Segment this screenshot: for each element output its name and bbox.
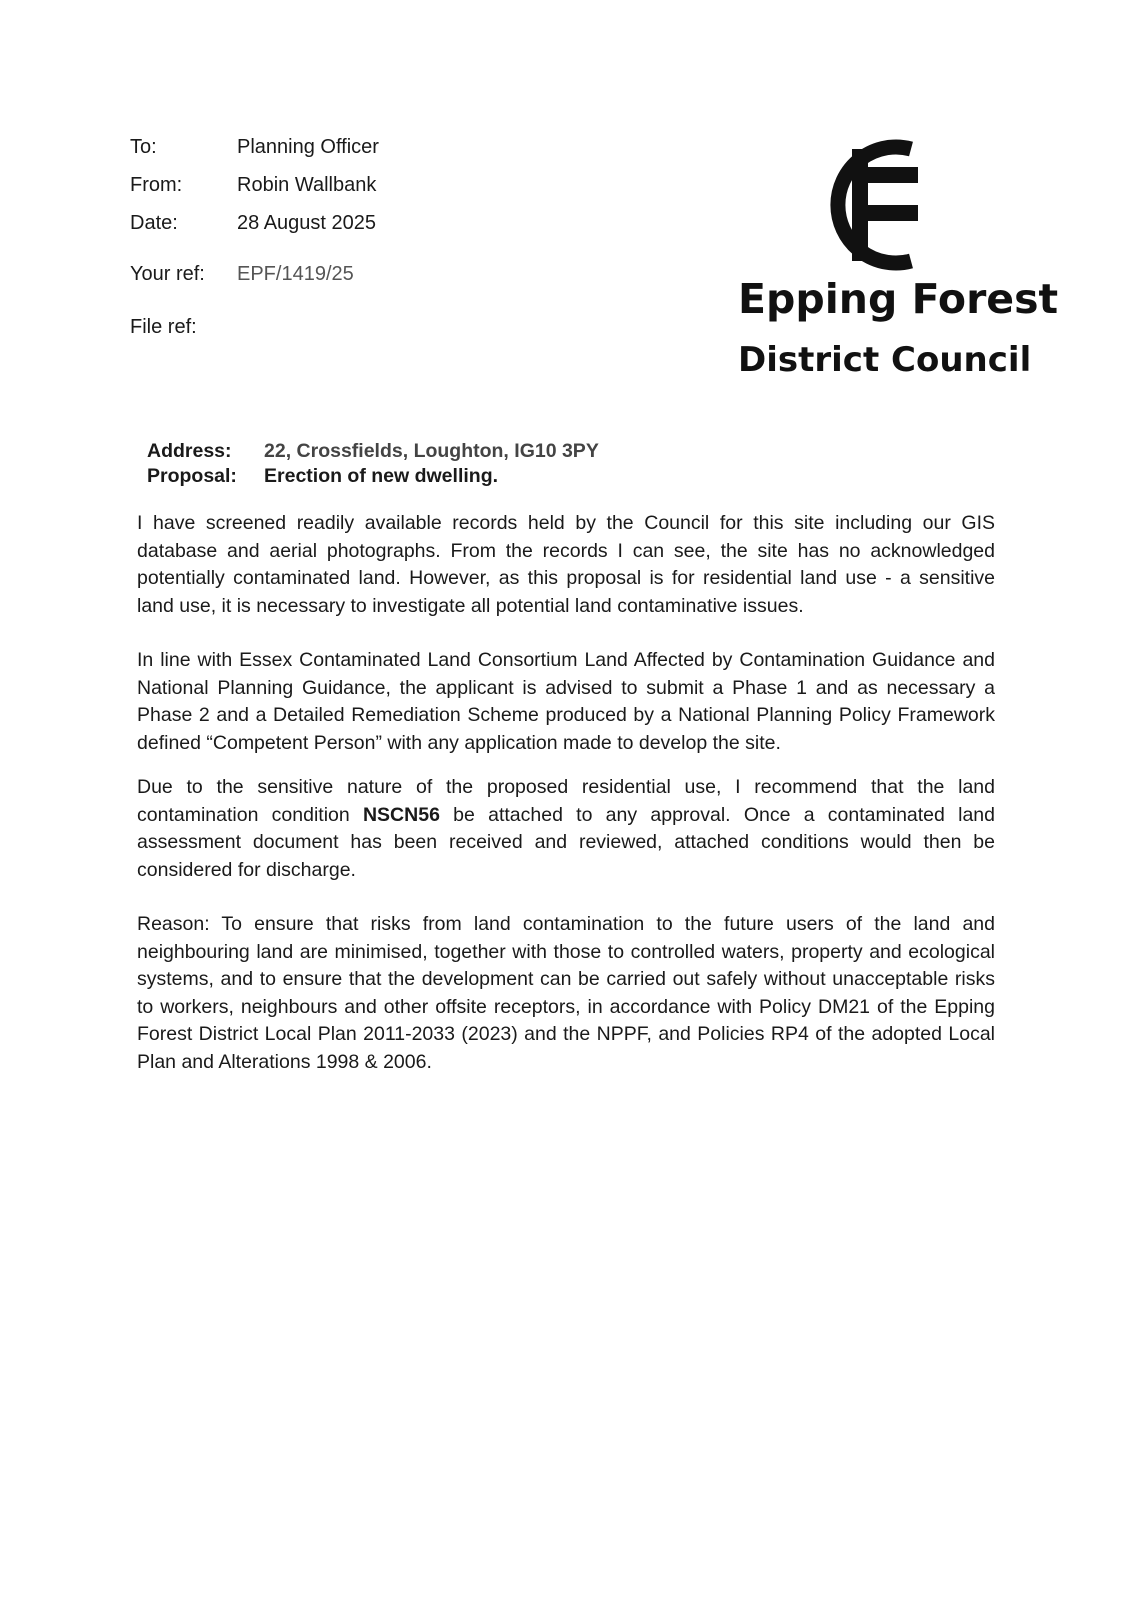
file-ref-label: File ref:	[130, 316, 197, 338]
proposal-value: Erection of new dwelling.	[264, 465, 499, 487]
to-label: To:	[130, 136, 157, 158]
condition-code: NSCN56	[362, 803, 440, 826]
from-value: Robin Wallbank	[237, 174, 377, 196]
proposal-label: Proposal:	[147, 465, 237, 487]
council-logo	[738, 130, 1058, 390]
recommendation-text-before: Due to the sensitive nature of the proposed residential use, I recommend that the land contamination condition	[137, 776, 995, 826]
council-logo-mark-icon	[806, 135, 926, 275]
your-ref-label: Your ref:	[130, 263, 205, 285]
paragraph-recommendation	[137, 774, 995, 884]
paragraph-reason: Reason: To ensure that risks from land contamination to the future users of the land and neighbouring land are minimised, together with those to controlled waters, property and ecological systems, and to ensure that the development can be carried out safely without unacceptable risks to workers, neighbours and other offsite receptors, in accordance with Policy DM21 of the Epping Forest District Local Plan 2011-2033 (2023) and the NPPF, and Policies RP4 of the adopted Local Plan and Alterations 1998 & 2006.	[137, 913, 995, 1073]
logo-text-line1: Epping Forest	[738, 275, 1059, 323]
letter-body	[137, 510, 995, 1076]
to-value: Planning Officer	[237, 136, 379, 158]
your-ref-value: EPF/1419/25	[237, 263, 354, 285]
date-value: 28 August 2025	[237, 212, 377, 234]
paragraph-screening: I have screened readily available records held by the Council for this site including our GIS database and aerial photographs. From the records I can see, the site has no acknowledged potentially contaminated land. However, as this proposal is for residential land use - a sensitive land use, it is necessary to investigate all potential land contaminative issues.	[137, 512, 995, 617]
paragraph-guidance: In line with Essex Contaminated Land Consortium Land Affected by Contamination Guidance and National Planning Guidance, the applicant is advised to submit a Phase 1 and as necessary a Phase 2 and a Detailed Remediation Scheme produced by a National Planning Policy Framework defined “Competent Person” with any application made to develop the site.	[137, 649, 995, 754]
date-label: Date:	[130, 212, 178, 234]
from-label: From:	[130, 174, 183, 196]
logo-text-line2: District Council	[738, 340, 1032, 380]
address-value: 22, Crossfields, Loughton, IG10 3PY	[264, 440, 599, 462]
address-label: Address:	[147, 440, 232, 462]
recommendation-text-after: be attached to any approval. Once a contaminated land assessment document has been received and reviewed, attached conditions would then be considered for discharge.	[137, 803, 995, 881]
